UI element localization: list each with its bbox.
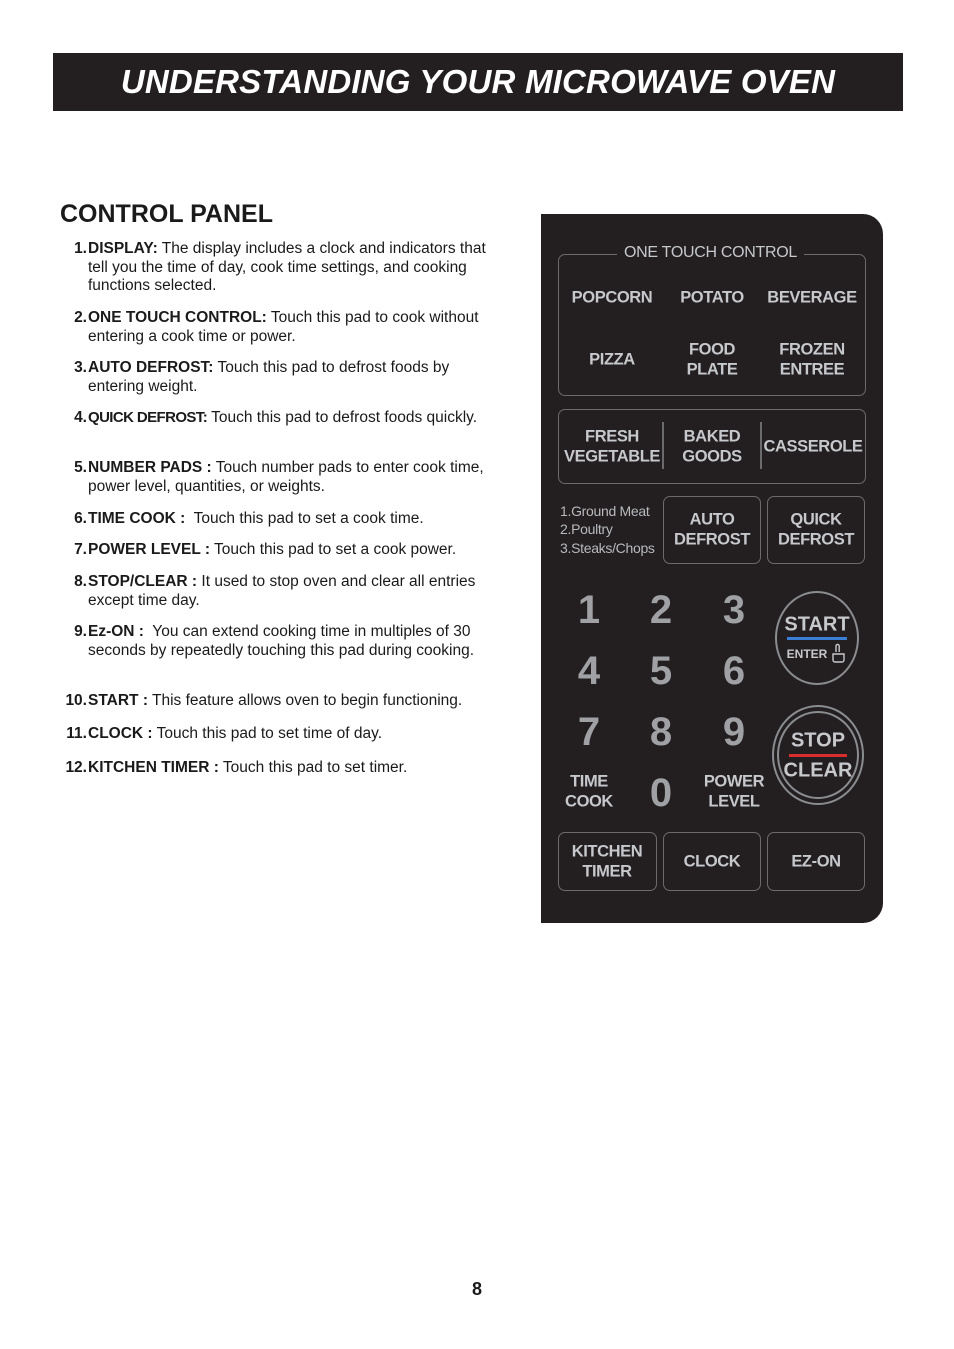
item-text: Touch this pad to defrost foods by entering weight.	[88, 359, 454, 395]
item-description	[88, 541, 493, 560]
item-text: It used to stop oven and clear all entries except time day.	[88, 573, 480, 609]
item-text: Touch number pads to enter cook time, power level, quantities, or weights.	[88, 459, 489, 495]
beverage-pad[interactable]: BEVERAGE	[767, 288, 857, 307]
number-pad-7[interactable]: 7	[577, 710, 601, 754]
item-text: You can extend cooking time in multiples of 30 seconds by repeatedly touching this pad during cooking.	[88, 623, 475, 659]
start-accent-line	[787, 637, 847, 640]
stop-label: STOP	[790, 729, 846, 752]
item-text: The display includes a clock and indicators that tell you the time of day, cook time settings, and cooking functions selected.	[88, 240, 491, 294]
potato-pad[interactable]: POTATO	[680, 288, 744, 307]
item-description	[88, 623, 493, 660]
item-term: AUTO DEFROST:	[88, 359, 214, 376]
item-description	[88, 459, 493, 496]
clock-label: CLOCK	[683, 852, 741, 871]
item-term: CLOCK :	[88, 725, 153, 742]
defrost-category: 3.Steaks/Chops	[560, 539, 655, 556]
frozen-entree-pad[interactable]: FROZEN ENTREE	[779, 340, 845, 378]
item-term: TIME COOK :	[88, 510, 186, 527]
item-description	[88, 240, 493, 296]
section-title: CONTROL PANEL	[60, 200, 273, 228]
number-pad-8[interactable]: 8	[649, 710, 673, 754]
ez-on-label: EZ-ON	[791, 852, 841, 871]
number-pad-3[interactable]: 3	[722, 588, 746, 632]
start-label: START	[784, 613, 850, 636]
enter-label: ENTER	[786, 647, 828, 661]
item-description	[88, 573, 493, 610]
item-term: START :	[88, 692, 148, 709]
number-pad-0[interactable]: 0	[649, 771, 673, 815]
page-number: 8	[471, 1279, 482, 1299]
item-number: 4.	[74, 409, 87, 426]
item-number: 3.	[74, 359, 87, 376]
item-text: Touch this pad to set a cook power.	[210, 541, 457, 558]
kitchen-timer-label: KITCHEN TIMER	[571, 842, 643, 880]
item-term: STOP/CLEAR :	[88, 573, 198, 590]
pizza-pad[interactable]: PIZZA	[589, 350, 635, 369]
header-banner	[53, 53, 903, 111]
defrost-category: 2.Poultry	[560, 521, 613, 538]
item-text: Touch this pad to set time of day.	[152, 725, 383, 742]
item-description	[88, 759, 493, 778]
group-divider	[662, 422, 664, 469]
item-text: Touch this pad to cook without entering a cook time or power.	[88, 309, 483, 345]
item-number: 7.	[74, 541, 87, 558]
baked-goods-pad[interactable]: BAKED GOODS	[682, 427, 742, 465]
item-number: 8.	[74, 573, 87, 590]
time-cook-pad[interactable]: TIME COOK	[565, 772, 613, 810]
item-number: 11.	[66, 725, 87, 742]
item-number: 5.	[74, 459, 87, 476]
item-term: NUMBER PADS :	[88, 459, 212, 476]
auto-defrost-label: AUTO DEFROST	[673, 510, 751, 548]
item-description	[88, 725, 493, 744]
food-plate-pad[interactable]: FOOD PLATE	[686, 340, 738, 378]
item-number: 6.	[74, 510, 87, 527]
item-text: This feature allows oven to begin functioning.	[147, 692, 463, 709]
number-pad-6[interactable]: 6	[722, 649, 746, 693]
item-term: DISPLAY:	[88, 240, 158, 257]
page-title: UNDERSTANDING YOUR MICROWAVE OVEN	[120, 63, 836, 100]
item-description	[88, 510, 493, 529]
quick-defrost-label: QUICK DEFROST	[777, 510, 855, 548]
control-panel-illustration	[541, 214, 883, 923]
one-touch-title: ONE TOUCH CONTROL	[617, 244, 804, 262]
number-pad-9[interactable]: 9	[722, 710, 746, 754]
clear-label: CLEAR	[783, 759, 853, 782]
defrost-category: 1.Ground Meat	[560, 503, 650, 519]
item-number: 1.	[74, 240, 87, 257]
item-text: Touch this pad to set timer.	[218, 759, 408, 776]
item-term: KITCHEN TIMER :	[88, 759, 219, 776]
number-pad-4[interactable]: 4	[577, 649, 601, 693]
item-text: Touch this pad to set a cook time.	[185, 510, 424, 527]
power-level-pad[interactable]: POWER LEVEL	[703, 772, 765, 810]
item-term: Ez-ON :	[88, 623, 144, 640]
number-pad-5[interactable]: 5	[649, 649, 673, 693]
fresh-vegetable-pad[interactable]: FRESH VEGETABLE	[563, 427, 661, 465]
hand-icon	[830, 643, 847, 663]
item-description	[88, 692, 493, 711]
item-number: 9.	[74, 623, 87, 640]
defrost-category-list	[560, 502, 655, 557]
item-text: Touch this pad to defrost foods quickly.	[207, 409, 478, 426]
item-description	[88, 359, 493, 396]
item-term: ONE TOUCH CONTROL:	[88, 309, 267, 326]
stop-accent-line	[789, 754, 847, 757]
item-description	[88, 409, 493, 428]
number-pad-2[interactable]: 2	[649, 588, 673, 632]
item-number: 2.	[74, 309, 87, 326]
item-number: 12.	[65, 759, 87, 776]
casserole-pad[interactable]: CASSEROLE	[763, 437, 863, 456]
item-description	[88, 309, 493, 346]
group-divider	[760, 422, 762, 469]
number-pad-1[interactable]: 1	[577, 588, 601, 632]
item-term: POWER LEVEL :	[88, 541, 211, 558]
item-number: 10.	[65, 692, 87, 709]
item-term: QUICK DEFROST:	[88, 409, 208, 426]
popcorn-pad[interactable]: POPCORN	[571, 288, 653, 307]
